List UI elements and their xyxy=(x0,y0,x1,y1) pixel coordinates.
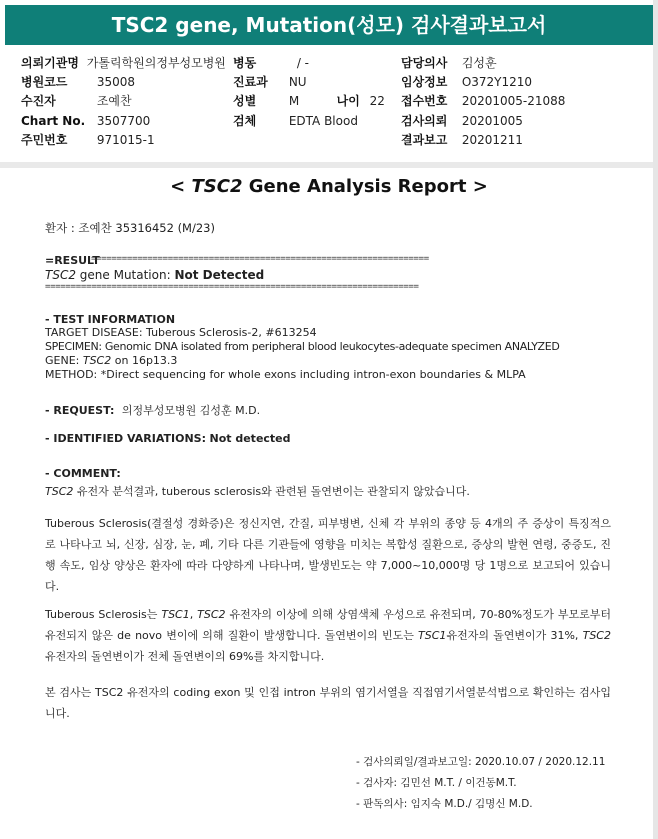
value: 김성훈 xyxy=(461,56,497,70)
label: 병원코드 xyxy=(21,75,68,89)
value: 971015-1 xyxy=(96,133,155,147)
p2-c: , xyxy=(189,608,198,621)
title-rest: Gene Analysis Report > xyxy=(242,176,488,197)
request-value: 의정부성모병원 김성훈 M.D. xyxy=(121,404,261,417)
header-department xyxy=(233,73,307,91)
p2-i: 유전자의 돌연변이가 전체 돌연변이의 69%를 차지합니다. xyxy=(45,650,325,663)
value: 20201005 xyxy=(461,114,523,128)
comment-paragraph-3: 본 검사는 TSC2 유전자의 coding exon 및 인접 intron 부위의 염기서열을 직접염기서열분석법으로 확인하는 검사입니다. xyxy=(45,686,611,720)
value: 3507700 xyxy=(96,114,151,128)
result-value: Not Detected xyxy=(174,268,265,282)
p2-f: TSC1 xyxy=(418,629,447,642)
header-chart-no xyxy=(21,112,150,130)
comment-heading: - COMMENT: xyxy=(45,467,121,480)
label: 나이 xyxy=(336,94,360,108)
result-gene: TSC2 xyxy=(45,268,76,282)
value: 22 xyxy=(369,94,385,108)
comment-gene: TSC2 xyxy=(45,485,74,498)
label: Chart No. xyxy=(21,114,86,128)
p2-b: TSC1 xyxy=(161,608,190,621)
gene-rest: on 16p13.3 xyxy=(111,354,178,367)
label: 결과보고 xyxy=(401,133,448,147)
gene-prefix: GENE: xyxy=(45,354,83,367)
gene-italic: TSC2 xyxy=(82,354,112,367)
p2-a: Tuberous Sclerosis는 xyxy=(45,608,162,621)
result-label: =RESULT xyxy=(45,254,100,267)
target-disease: TARGET DISEASE: Tuberous Sclerosis-2, #613254 xyxy=(45,326,317,339)
header-resident-no xyxy=(21,131,155,149)
header-patient-name xyxy=(21,92,132,110)
label: 검체 xyxy=(233,114,257,128)
p2-g: 유전자의 돌연변이가 31%, xyxy=(446,629,583,642)
label: 주민번호 xyxy=(21,133,68,147)
page-edge xyxy=(653,0,658,839)
label: 검사의뢰 xyxy=(401,114,448,128)
label: 수진자 xyxy=(21,94,56,108)
value: O372Y1210 xyxy=(461,75,533,89)
header-accession-no xyxy=(401,92,565,110)
report-title xyxy=(5,176,653,197)
header-institution xyxy=(21,54,226,72)
value: / - xyxy=(296,56,310,70)
header-request-date xyxy=(401,112,523,130)
comment-paragraph-1: Tuberous Sclerosis(결절성 경화증)은 정신지연, 간질, 피부병변, 신체 각 부위의 종양 등 4개의 주 증상이 특징적으로 나타나고 뇌, 신장, 심장, 눈, 폐, 기타 다른 기관들에 영향을 미치는 복합성 질환으로, 증상의 발현 연령, 중증도, 진행 속도, 임상 양상은 환자에 따라 다양하게 나타나며, 발생빈도는 약 7,000~10,000명 당 1명으로 보고되어 있습니다. xyxy=(45,517,611,593)
value: EDTA Blood xyxy=(288,114,358,128)
header-specimen xyxy=(233,112,358,130)
value: 조예찬 xyxy=(96,94,132,108)
label: 의뢰기관명 xyxy=(21,56,79,70)
report-body xyxy=(5,168,653,839)
report-header xyxy=(5,52,653,163)
header-physician xyxy=(401,54,497,72)
identified-label: - IDENTIFIED VARIATIONS: xyxy=(45,432,206,445)
p2-d: TSC2 xyxy=(197,608,226,621)
label: 담당의사 xyxy=(401,56,448,70)
gene-line xyxy=(45,354,177,367)
header-clinical-info xyxy=(401,73,532,91)
signature-dates: - 검사의뢰일/결과보고일: 2020.10.07 / 2020.12.11 xyxy=(356,756,606,768)
value: 가톨릭학원의정부성모병원 xyxy=(86,56,226,70)
value: 35008 xyxy=(96,75,136,89)
label: 접수번호 xyxy=(401,94,448,108)
result-rule: ================================================================== xyxy=(91,254,429,264)
comment-rest: 유전자 분석결과, tuberous sclerosis와 관련된 돌연변이는 관찰되지 않았습니다. xyxy=(73,485,470,498)
result-gene-rest: gene Mutation: xyxy=(75,268,175,282)
value: 20201005-21088 xyxy=(461,94,566,108)
test-info-heading: - TEST INFORMATION xyxy=(45,313,176,326)
method-line: METHOD: *Direct sequencing for whole exons including intron-exon boundaries & MLPA xyxy=(45,368,526,381)
identified-line xyxy=(45,432,291,445)
label: 병동 xyxy=(233,56,257,70)
header-hospital-code xyxy=(21,73,135,91)
result-line xyxy=(45,268,264,282)
p2-e: 유전자의 이상에 의해 상염색체 우성으로 유전되며, 70-80%정도가 부모로부터 유전되지 않은 de novo 변이에 의해 질환이 발생합니다. 돌연변이의 빈도는 xyxy=(45,608,611,642)
title-prefix: < xyxy=(170,176,192,197)
label: 진료과 xyxy=(233,75,268,89)
label: 임상정보 xyxy=(401,75,448,89)
identified-value: Not detected xyxy=(209,432,291,445)
request-label: - REQUEST: xyxy=(45,404,115,417)
value: NU xyxy=(288,75,307,89)
report-banner-title: TSC2 gene, Mutation(성모) 검사결과보고서 xyxy=(5,5,653,45)
header-report-date xyxy=(401,131,523,149)
header-ward xyxy=(233,54,309,72)
result-bottom-rule: ========================================================================= xyxy=(45,282,419,292)
label: 성별 xyxy=(233,94,257,108)
request-line xyxy=(45,402,260,418)
patient-line: 환자 : 조예찬 35316452 (M/23) xyxy=(45,221,215,235)
title-gene: TSC2 xyxy=(191,176,243,197)
specimen-line: SPECIMEN: Genomic DNA isolated from peripheral blood leukocytes-adequate specimen ANALYZED xyxy=(45,340,560,353)
header-sex-age xyxy=(233,92,385,110)
comment-paragraph-2 xyxy=(45,604,611,667)
value: 20201211 xyxy=(461,133,523,147)
p2-h: TSC2 xyxy=(582,629,611,642)
comment-line xyxy=(45,483,470,499)
signature-technicians: - 검사자: 김민선 M.T. / 이건동M.T. xyxy=(356,777,517,789)
signature-physicians: - 판독의사: 임지숙 M.D./ 김명신 M.D. xyxy=(356,798,533,810)
value: M xyxy=(288,94,300,108)
